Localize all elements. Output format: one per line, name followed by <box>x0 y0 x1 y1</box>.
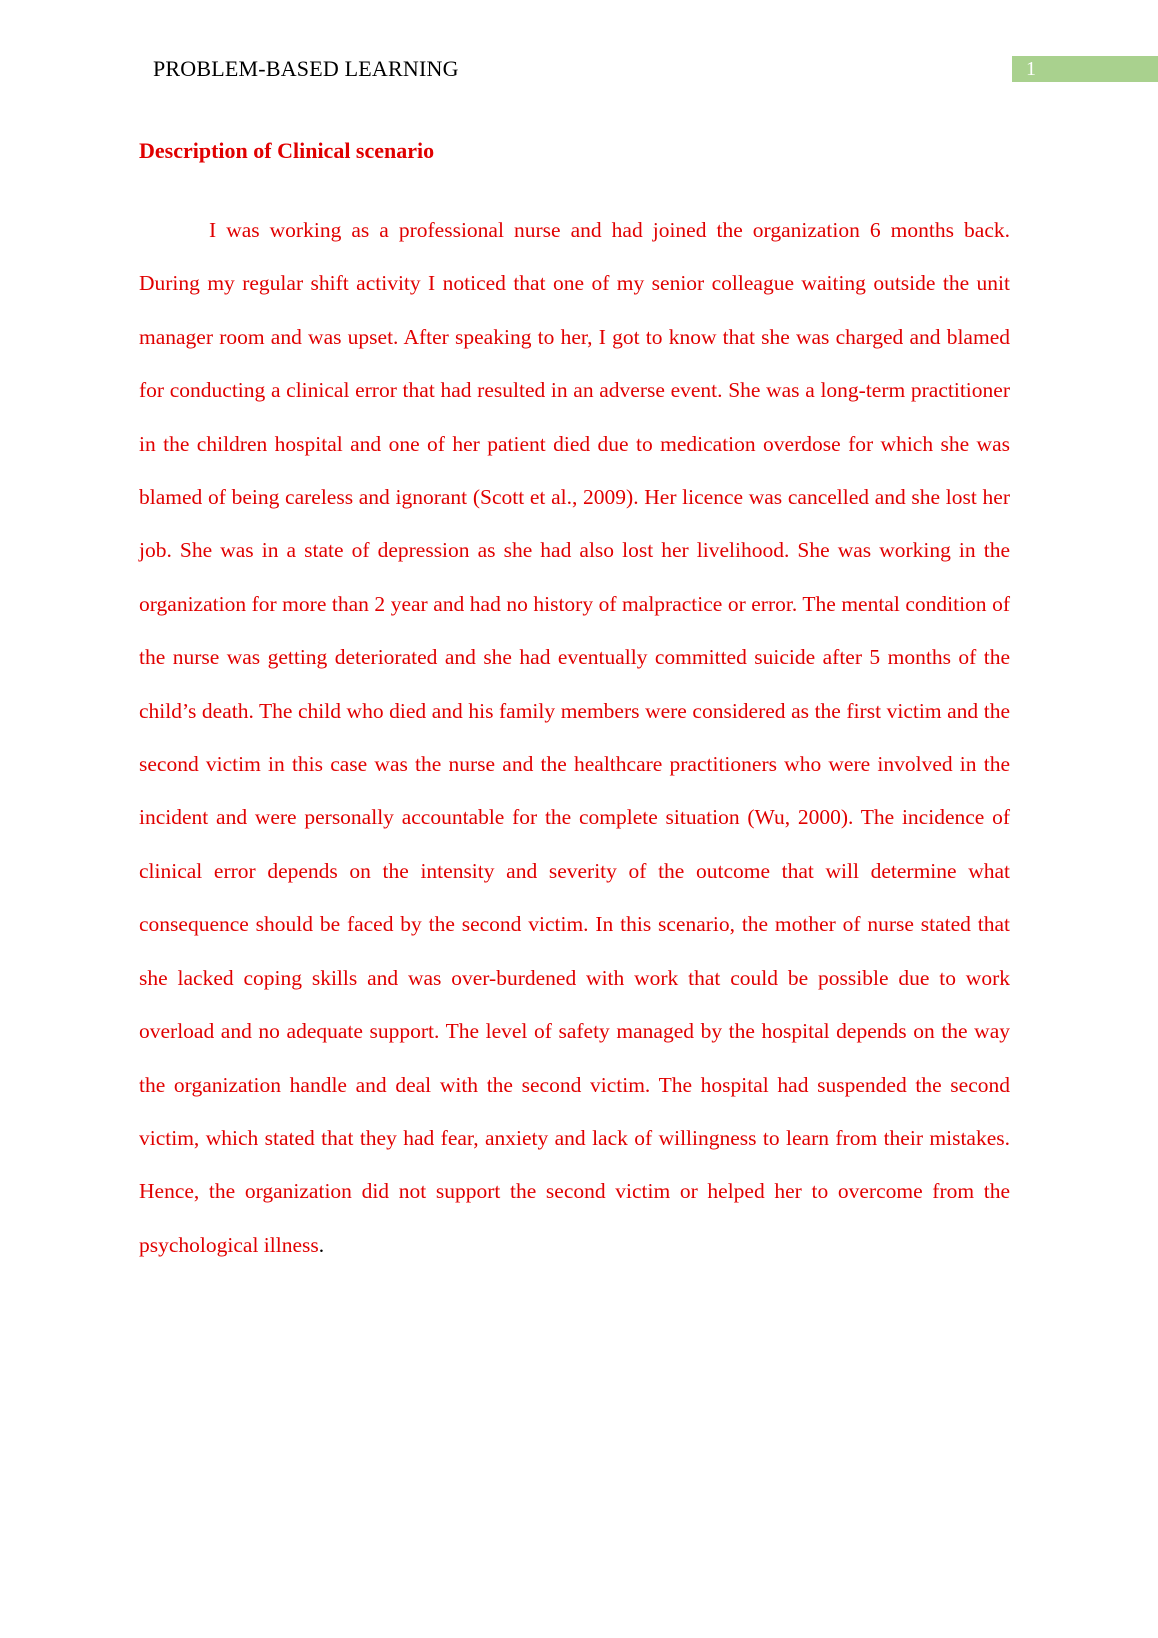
section-heading: Description of Clinical scenario <box>139 138 435 163</box>
body-paragraph <box>139 204 1010 1272</box>
paragraph-text: I was working as a professional nurse and had joined the organization 6 months back. During my regular shift activity I noticed that one of my senior colleague waiting outside the unit manager room and was upset. After speaking to her, I got to know that she was charged and blamed for conducting a clinical error that had resulted in an adverse event. She was a long-term practitioner in the children hospital and one of her patient died due to medication overdose for which she was blamed of being careless and ignorant (Scott et al., 2009). Her licence was cancelled and she lost her job. She was in a state of depression as she had also lost her livelihood. She was working in the organization for more than 2 year and had no history of malpractice or error. The mental condition of the nurse was getting deteriorated and she had eventually committed suicide after 5 months of the child’s death. The child who died and his family members were considered as the first victim and the second victim in this case was the nurse and the healthcare practitioners who were involved in the incident and were personally accountable for the complete situation (Wu, 2000). The incidence of clinical error depends on the intensity and severity of the outcome that will determine what consequence should be faced by the second victim. In this scenario, the mother of nurse stated that she lacked coping skills and was over-burdened with work that could be possible due to work overload and no adequate support. The level of safety managed by the hospital depends on the way the organization handle and deal with the second victim. The hospital had suspended the second victim, which stated that they had fear, anxiety and lack of willingness to learn from their mistakes. Hence, the organization did not support the second victim or helped her to overcome from the psychological illness <box>139 218 1010 1257</box>
running-head-title: PROBLEM-BASED LEARNING <box>153 56 459 81</box>
paragraph-end-punctuation: . <box>318 1232 325 1257</box>
page-number: 1 <box>1012 56 1158 82</box>
